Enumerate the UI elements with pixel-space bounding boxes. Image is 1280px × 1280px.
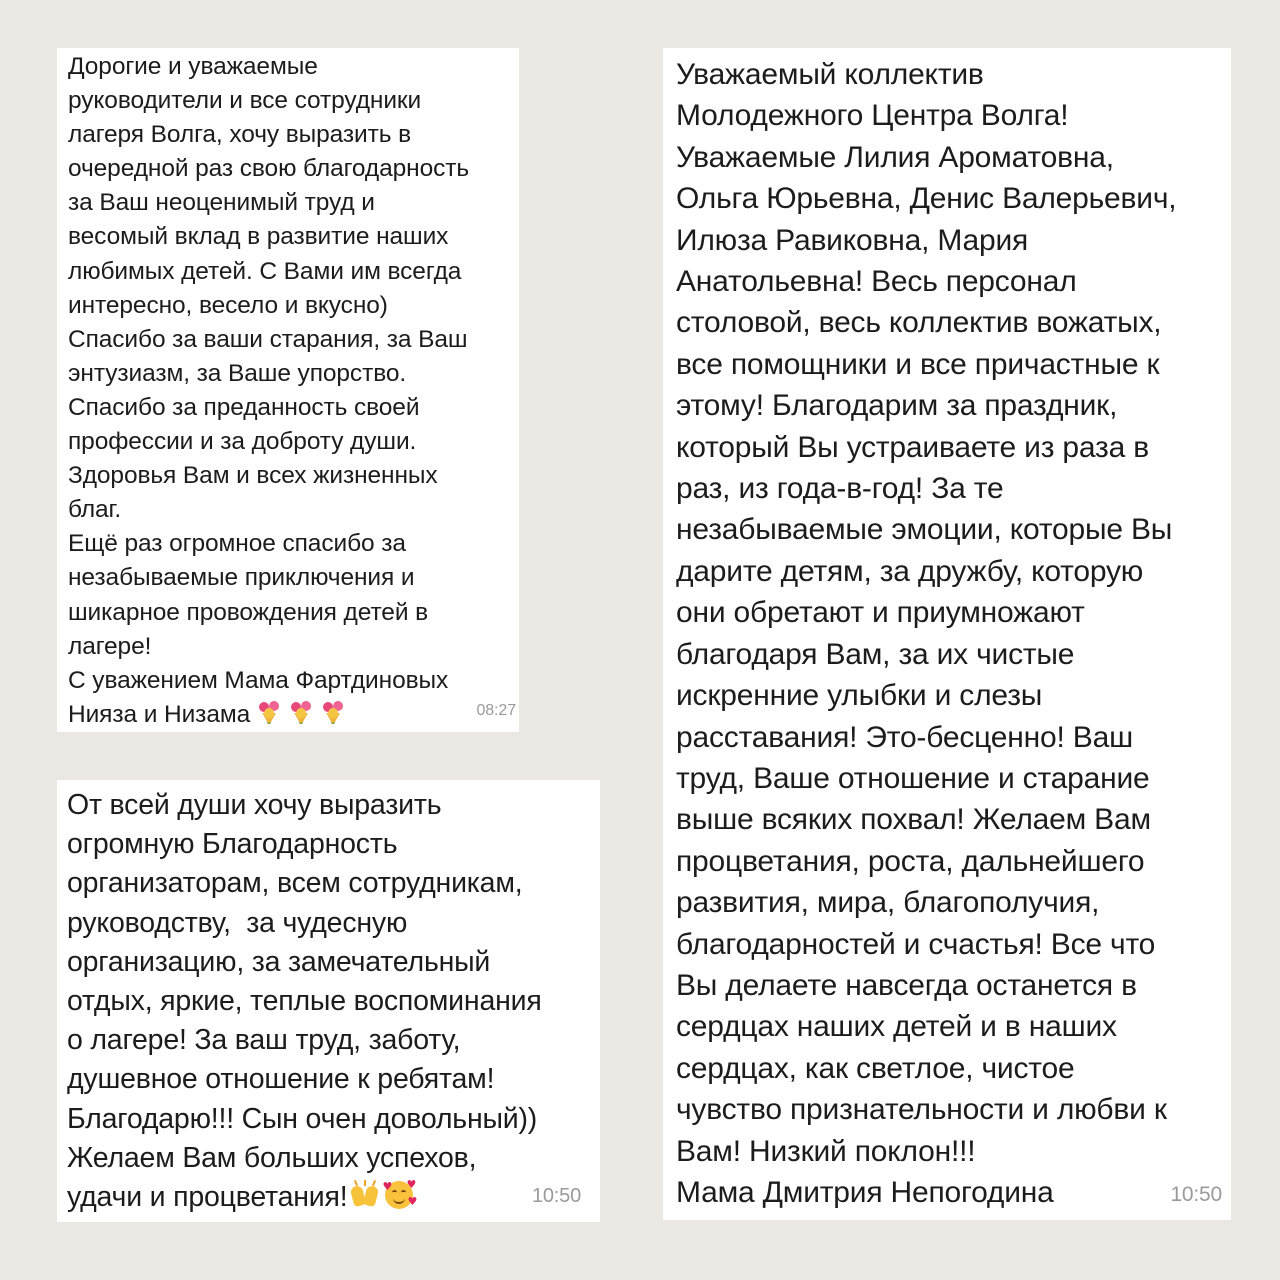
- message-line: о лагере! За ваш труд, заботу,: [67, 1024, 461, 1057]
- message-line: профессии и за доброту души.: [68, 428, 417, 456]
- message-line: Анатольевна! Весь персонал: [676, 265, 1077, 299]
- message-line: лагере!: [68, 632, 152, 660]
- message-line: который Вы устраиваете из раза в: [676, 430, 1149, 464]
- message-line: энтузиазм, за Ваше упорство.: [68, 359, 407, 387]
- message-line: Мама Дмитрия Непогодина: [676, 1175, 1054, 1209]
- message-line: расставания! Это-бесценно! Ваш: [676, 720, 1133, 754]
- message-line: чувство признательности и любви к: [676, 1093, 1167, 1127]
- message-line: благ.: [68, 496, 122, 524]
- message-line-last: [68, 698, 519, 732]
- message-line: раз, из года-в-год! За те: [676, 472, 1004, 506]
- message-bubble-3[interactable]: [663, 48, 1231, 1220]
- message-bubble-1[interactable]: [57, 48, 519, 732]
- message-line: руководству, за чудесную: [67, 906, 408, 939]
- message-line: сердцах наших детей и в наших: [676, 1010, 1117, 1044]
- bouquet-icon: [288, 699, 314, 725]
- message-line: интересно, весело и вкусно): [68, 291, 388, 319]
- message-line: руководители и все сотрудники: [68, 87, 422, 115]
- message-line: дарите детям, за дружбу, которую: [676, 554, 1144, 588]
- message-line: Вы делаете навсегда останется в: [676, 968, 1137, 1002]
- message-timestamp: 10:50: [531, 1184, 581, 1207]
- message-line: Ольга Юрьевна, Денис Валерьевич,: [676, 182, 1177, 216]
- message-line: за Ваш неоценимый труд и: [68, 189, 375, 217]
- message-line: искренние улыбки и слезы: [676, 679, 1043, 713]
- message-line: все помощники и все причастные к: [676, 347, 1160, 381]
- message-text: [68, 50, 519, 732]
- message-line: организацию, за замечательный: [67, 945, 491, 978]
- message-line: процветания, роста, дальнейшего: [676, 844, 1145, 878]
- message-line: Уважаемые Лилия Ароматовна,: [676, 140, 1114, 174]
- bouquet-icon: [256, 699, 282, 725]
- message-line: организаторам, всем сотрудникам,: [67, 867, 523, 900]
- message-line: этому! Благодарим за праздник,: [676, 389, 1118, 423]
- message-line: Здоровья Вам и всех жизненных: [68, 462, 438, 490]
- message-line: Молодежного Центра Волга!: [676, 99, 1069, 133]
- message-text: [676, 54, 1231, 1213]
- message-line: отдых, яркие, теплые воспоминания: [67, 985, 542, 1018]
- smiling-face-with-hearts-icon: ♥ ♥ ♥: [382, 1178, 418, 1209]
- message-line: Илюза Равиковна, Мария: [676, 223, 1029, 257]
- message-line-last: [67, 1178, 600, 1217]
- message-line: незабываемые эмоции, которые Вы: [676, 513, 1173, 547]
- message-line: весомый вклад в развитие наших: [68, 223, 449, 251]
- message-line: Благодарю!!! Сын очен довольный)): [67, 1102, 538, 1135]
- bouquet-icon: [320, 699, 346, 725]
- message-line: Дорогие и уважаемые: [68, 53, 318, 80]
- message-line: Спасибо за преданность своей: [68, 393, 420, 421]
- message-line: Желаем Вам больших успехов,: [67, 1141, 477, 1174]
- message-line: развития, мира, благополучия,: [676, 886, 1100, 920]
- message-line: Спасибо за ваши старания, за Ваш: [68, 325, 468, 353]
- message-line: лагеря Волга, хочу выразить в: [68, 121, 412, 149]
- message-line: огромную Благодарность: [67, 828, 398, 861]
- message-line: любимых детей. С Вами им всегда: [68, 257, 462, 285]
- raising-hands-icon: [349, 1180, 381, 1210]
- message-line: они обретают и приумножают: [676, 596, 1085, 630]
- message-line: благодарностей и счастья! Все что: [676, 927, 1156, 961]
- message-text: [67, 786, 600, 1217]
- message-timestamp: 08:27: [476, 701, 516, 719]
- message-line: душевное отношение к ребятам!: [67, 1063, 495, 1096]
- message-line: С уважением Мама Фартдиновых: [68, 666, 449, 694]
- message-line: От всей души хочу выразить: [67, 789, 442, 821]
- message-line: Ещё раз огромное спасибо за: [68, 530, 406, 558]
- message-line: Уважаемый коллектив: [676, 58, 984, 91]
- message-line: выше всяких похвал! Желаем Вам: [676, 803, 1151, 837]
- message-bubble-2[interactable]: [57, 780, 600, 1222]
- message-line-text: Нияза и Низама: [68, 700, 251, 728]
- message-line: труд, Ваше отношение и старание: [676, 761, 1150, 795]
- message-line: незабываемые приключения и: [68, 564, 415, 592]
- message-line: благодаря Вам, за их чистые: [676, 637, 1075, 671]
- message-line: очередной раз свою благодарность: [68, 155, 470, 183]
- message-line: шикарное провождения детей в: [68, 598, 429, 626]
- message-line: столовой, весь коллектив вожатых,: [676, 306, 1162, 340]
- message-timestamp: 10:50: [1170, 1182, 1222, 1206]
- message-line: Вам! Низкий поклон!!!: [676, 1134, 976, 1168]
- message-line: сердцах, как светлое, чистое: [676, 1051, 1075, 1085]
- message-line-text: удачи и процветания!: [67, 1181, 348, 1214]
